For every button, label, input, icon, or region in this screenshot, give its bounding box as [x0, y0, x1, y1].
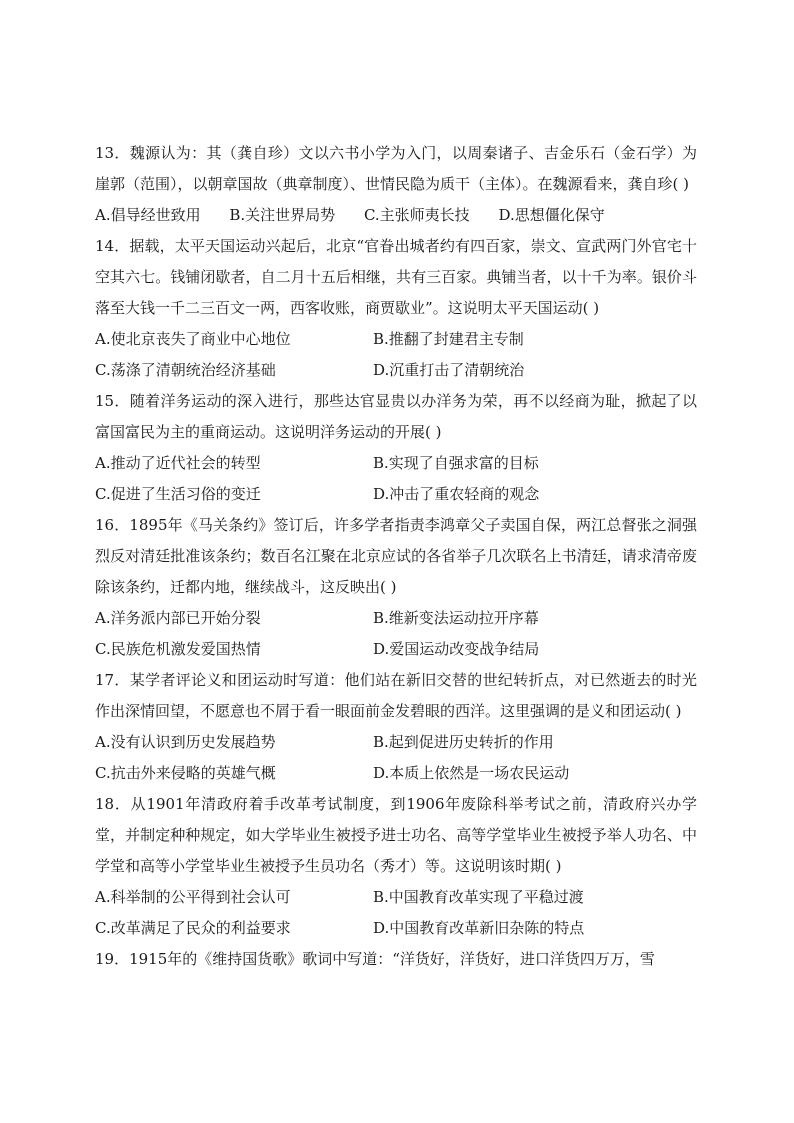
question-stem: 15．随着洋务运动的深入进行，那些达官显贵以办洋务为荣，再不以经商为耻，掀起了以富国富民为主的重商运动。这说明洋务运动的开展( ): [95, 392, 697, 441]
option-c: C.改革满足了民众的利益要求: [95, 919, 291, 937]
question-stem: 14．据载，太平天国运动兴起后，北京“官眷出城者约有四百家，崇文、宣武两门外官宅十空其六七。钱铺闭歇者，自二月十五后相继，共有三百家。典铺当者，以十千为率。银价斗落至大钱一千二三百文一两，西客收账，商贾歇业”。这说明太平天国运动( ): [95, 237, 697, 317]
question-options: [95, 200, 697, 231]
question-stem: 16．1895年《马关条约》签订后，许多学者指责李鸿章父子卖国自保，两江总督张之洞强烈反对清廷批准该条约；数百名江聚在北京应试的各省举子几次联名上书清廷，请求清帝废除该条约，迁都内地，继续战斗，这反映出( ): [95, 516, 697, 596]
option-d: D.沉重打击了清朝统治: [373, 361, 525, 379]
option-c: C.荡涤了清朝统治经济基础: [95, 361, 276, 379]
exam-page: [95, 138, 697, 975]
option-b: B.推翻了封建君主专制: [373, 330, 524, 348]
question-18: [95, 789, 697, 944]
option-d: D.爱国运动改变战争结局: [373, 640, 540, 658]
option-b: B.维新变法运动拉开序幕: [373, 609, 539, 627]
question-options: [95, 324, 697, 386]
option-a: A.洋务派内部已开始分裂: [95, 609, 261, 627]
question-19: [95, 944, 697, 975]
option-c: C.抗击外来侵略的英雄气概: [95, 764, 276, 782]
option-a: A.倡导经世致用: [95, 206, 201, 224]
option-a: A.使北京丧失了商业中心地位: [95, 330, 291, 348]
option-a: A.科举制的公平得到社会认可: [95, 888, 291, 906]
option-c: C.促进了生活习俗的变迁: [95, 485, 261, 503]
option-b: B.关注世界局势: [229, 206, 336, 224]
option-c: C.民族危机激发爱国热情: [95, 640, 261, 658]
question-options: [95, 448, 697, 510]
option-d: D.冲击了重农轻商的观念: [373, 485, 540, 503]
question-options: [95, 603, 697, 665]
option-a: A.没有认识到历史发展趋势: [95, 733, 276, 751]
option-b: B.起到促进历史转折的作用: [373, 733, 554, 751]
option-d: D.思想僵化保守: [498, 206, 605, 224]
question-15: [95, 386, 697, 510]
question-stem: 19．1915年的《维持国货歌》歌词中写道：“洋货好，洋货好，进口洋货四万万，雪: [95, 950, 655, 968]
option-a: A.推动了近代社会的转型: [95, 454, 261, 472]
question-13: [95, 138, 697, 231]
question-options: [95, 882, 697, 944]
option-d: D.中国教育改革新旧杂陈的特点: [373, 919, 585, 937]
option-d: D.本质上依然是一场农民运动: [373, 764, 570, 782]
question-16: [95, 510, 697, 665]
question-17: [95, 665, 697, 789]
question-stem: 13．魏源认为：其（龚自珍）文以六书小学为入门，以周秦诸子、吉金乐石（金石学）为崖郭（范围），以朝章国故（典章制度）、世情民隐为质干（主体）。在魏源看来，龚自珍( ): [95, 144, 697, 193]
option-b: B.实现了自强求富的目标: [373, 454, 539, 472]
option-b: B.中国教育改革实现了平稳过渡: [373, 888, 584, 906]
question-stem: 18．从1901年清政府着手改革考试制度，到1906年废除科举考试之前，清政府兴办学堂，并制定种种规定，如大学毕业生被授予进士功名、高等学堂毕业生被授予举人功名、中学堂和高等小学堂毕业生被授予生员功名（秀才）等。这说明该时期( ): [95, 795, 697, 875]
option-c: C.主张师夷长技: [363, 206, 470, 224]
question-options: [95, 727, 697, 789]
question-stem: 17．某学者评论义和团运动时写道：他们站在新旧交替的世纪转折点，对已然逝去的时光作出深情回望，不愿意也不屑于看一眼面前金发碧眼的西洋。这里强调的是义和团运动( ): [95, 671, 697, 720]
question-14: [95, 231, 697, 386]
